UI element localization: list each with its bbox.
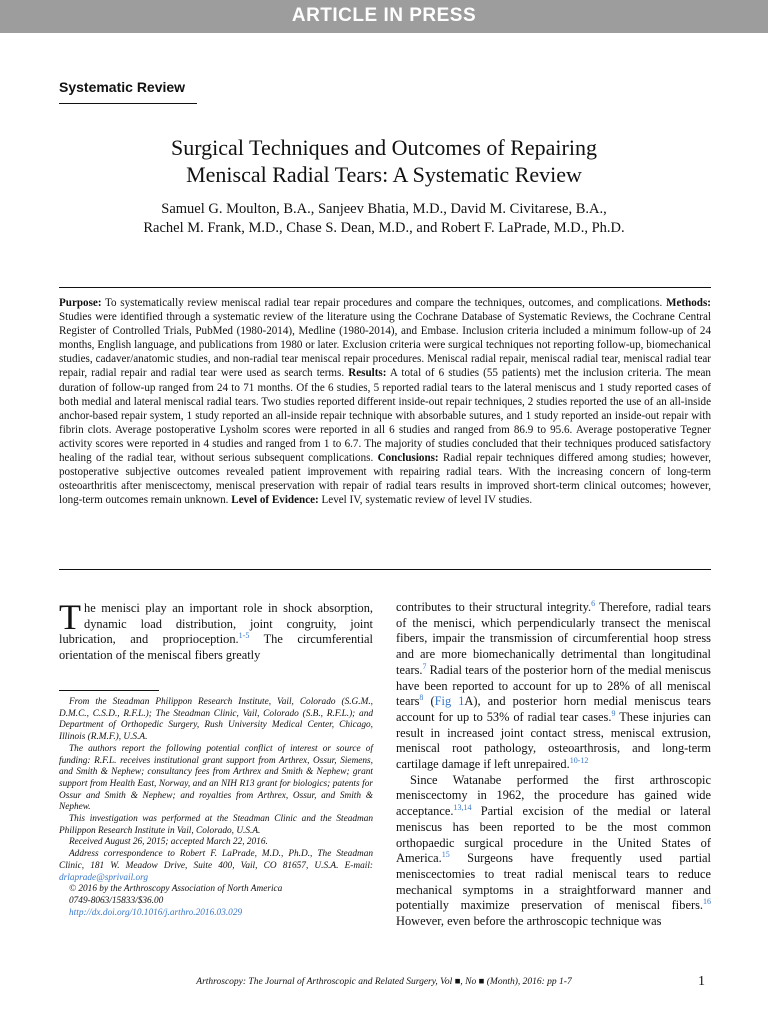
citation-link[interactable]: 16 xyxy=(703,897,711,907)
footnote-affiliation: From the Steadman Philippon Research Institute, Vail, Colorado (S.G.M., D.M.C., C.S.D., R.F.L.); The Steadman Clinic, Vail, Colorado (S.B., R.F.L.); and Department of Orthopedic Surgery, Rush University Medical Center, Chicago, Illinois (R.M.F.), U.S.A. xyxy=(59,697,373,743)
purpose-label: Purpose: xyxy=(59,297,102,309)
citation-link[interactable]: 7 xyxy=(422,661,427,671)
body-column-right xyxy=(396,600,711,930)
text-run: These injuries can result in increased joint contact stress, meniscal extrusion, meniscal root pathology, osteoarthrosis, and long-term cartilage damage if left unrepaired. xyxy=(396,709,711,772)
text-run: However, even before the arthroscopic technique was xyxy=(396,914,662,929)
citation-link[interactable]: 9 xyxy=(611,708,616,718)
intro-text-cont: The circumferential orientation of the meniscal fibers greatly xyxy=(59,632,373,663)
text-run: Radial tears of the posterior horn of the medial meniscus have been reported to account for up to 28% of all meniscal tears xyxy=(396,662,711,709)
footnotes xyxy=(59,697,373,919)
text-run: Since Watanabe performed the first arthroscopic meniscectomy in 1962, the procedure has gained wide acceptance. xyxy=(396,772,711,819)
results-label: Results: xyxy=(348,367,387,380)
authors-line-1: Samuel G. Moulton, B.A., Sanjeev Bhatia, M.D., David M. Civitarese, B.A., xyxy=(161,201,607,217)
level-of-evidence-label: Level of Evidence: xyxy=(231,494,319,507)
intro-paragraph xyxy=(59,597,373,664)
authors-line-2: Rachel M. Frank, M.D., Chase S. Dean, M.D., and Robert F. LaPrade, M.D., Ph.D. xyxy=(143,220,625,236)
purpose-text: To systematically review meniscal radial tear repair procedures and compare the techniques, outcomes, and complications. xyxy=(101,297,666,309)
intro-text: he menisci play an important role in shock absorption, dynamic load distribution, joint congruity, joint lubrication, and proprioception. xyxy=(59,601,373,647)
text-run: A), and posterior horn medial meniscus tears account for up to 53% of radial tear cases. xyxy=(396,694,711,724)
abstract-top-rule xyxy=(59,287,711,288)
citation-link[interactable]: 1-5 xyxy=(238,631,250,641)
text-run: Partial excision of the medial or lateral meniscus has been reported to be the most common orthopaedic surgical procedure in the United States of America. xyxy=(396,804,711,866)
title-line-1: Surgical Techniques and Outcomes of Repairing xyxy=(171,135,597,160)
methods-label: Methods: xyxy=(666,297,711,309)
abstract xyxy=(59,296,711,507)
footnote-site: This investigation was performed at the Steadman Clinic and the Steadman Philippon Research Institute in Vail, Colorado, U.S.A. xyxy=(59,814,373,836)
methods-text: Studies were identified through a systematic review of the literature using the Cochrane Database of Systematic Reviews, the Cochrane Central Register of Controlled Trials, PubMed (1980-2014), Medline (1980-2014), and Embase. Inclusion criteria included a minimum follow-up of 24 months, English language, and publications from 1980 or later. Exclusion criteria were surgical techniques not reporting follow-up, biomechanical studies, cadaver/anatomic studies, and non-radial tear meniscal repair procedures. Meniscal radial repair, meniscal radial tear, meniscal radial tear repair, radial repair and radial tear were used as search terms. xyxy=(59,311,711,380)
footnote-rule xyxy=(59,690,159,691)
journal-footer: Arthroscopy: The Journal of Arthroscopic and Related Surgery, Vol ■, No ■ (Month), 2016: pp 1-7 xyxy=(196,977,572,987)
footnote-received: Received August 26, 2015; accepted March 22, 2016. xyxy=(69,837,268,848)
citation-link[interactable]: 10-12 xyxy=(569,755,589,765)
section-label: Systematic Review xyxy=(59,79,186,95)
citation-link[interactable]: 6 xyxy=(591,598,596,608)
doi-link[interactable]: http://dx.doi.org/10.1016/j.arthro.2016.03.029 xyxy=(69,907,243,918)
text-run: contributes to their structural integrity. xyxy=(396,600,592,614)
citation-link[interactable]: 15 xyxy=(441,850,450,860)
footnote-correspondence xyxy=(59,849,373,884)
footnote-copyright: © 2016 by the Arthroscopy Association of North America xyxy=(69,884,283,895)
author-list xyxy=(60,200,708,238)
text-run: Surgeons have frequently used partial meniscectomies to treat radial meniscal tears to reduce mechanical symptoms in a straightforward manner and potentially maximize preservation of meniscal fibers. xyxy=(396,851,711,913)
article-title xyxy=(60,134,708,188)
page-number: 1 xyxy=(698,974,705,989)
citation-link[interactable]: 8 xyxy=(419,693,424,703)
drop-cap: T xyxy=(59,597,81,637)
text-run: ( xyxy=(423,694,435,709)
citation-link[interactable]: 13,14 xyxy=(453,803,472,813)
figure-link[interactable]: Fig 1 xyxy=(434,694,465,709)
footnote-issn: 0749-8063/15833/$36.00 xyxy=(69,895,164,906)
article-in-press-banner: ARTICLE IN PRESS xyxy=(0,0,768,33)
title-line-2: Meniscal Radial Tears: A Systematic Review xyxy=(186,162,582,187)
email-link[interactable]: drlaprade@sprivail.org xyxy=(59,872,149,883)
footnote-conflict: The authors report the following potential conflict of interest or source of funding: R.F.L. receives institutional grant support from Arthrex, Ossur, Siemens, and Smith & Nephew; consultancy fees from Arthrex and Smith & Nephew; grant support from Health East, Norway, and an NIH R13 grant for biologics; patents for Ossur and Smith & Nephew; and royalties from Arthrex, Ossur, and Smith & Nephew. xyxy=(59,743,373,813)
conclusions-label: Conclusions: xyxy=(377,452,439,465)
text-run: Therefore, radial tears of the menisci, which perpendicularly transect the meniscal fibers, impair the transmission of circumferential hoop stress and are more biomechanically detrimental than longitudinal tears. xyxy=(396,600,711,677)
body-paragraph-1 xyxy=(396,600,711,773)
body-column-left xyxy=(59,597,373,664)
level-of-evidence-text: Level IV, systematic review of level IV studies. xyxy=(318,494,533,507)
conclusions-text: Radial repair techniques differed among studies; however, postoperative subjective outcomes revealed patient improvement with repairing radial tears. With the increasing concern of long-term osteoarthritis after meniscectomy, meniscal preservation with repair of radial tears results in improved short-term clinical outcomes; however, long-term outcomes remain unknown. xyxy=(59,452,711,507)
body-paragraph-2 xyxy=(396,773,711,930)
correspondence-text: Address correspondence to Robert F. LaPrade, M.D., Ph.D., The Steadman Clinic, 181 W. Meadow Drive, Suite 400, Vail, CO 81657, U.S.A. E-mail: xyxy=(59,849,373,871)
section-rule xyxy=(59,103,197,104)
results-text: A total of 6 studies (55 patients) met the inclusion criteria. The mean duration of follow-up ranged from 24 to 71 months. Of the 6 studies, 5 reported radial tears to the lateral meniscus and 1 study reported cases of both medial and lateral meniscal radial tears. Two studies reported different inside-out repair techniques, 2 studies reported the use of an all-inside anchor-based repair system, 1 study reported an all-inside repair technique with absorbable sutures, and 1 study reported an inside-out repair with fibrin clots. Average postoperative Lysholm scores were reported in all 6 studies and ranged from 86.9 to 95.6. Average postoperative Tegner activity scores were reported in 4 studies and ranged from 1 to 6.7. The majority of studies concluded that their techniques produced satisfactory healing of the radial tear, without serious subsequent complications. xyxy=(59,367,711,465)
abstract-bottom-rule xyxy=(59,569,711,570)
